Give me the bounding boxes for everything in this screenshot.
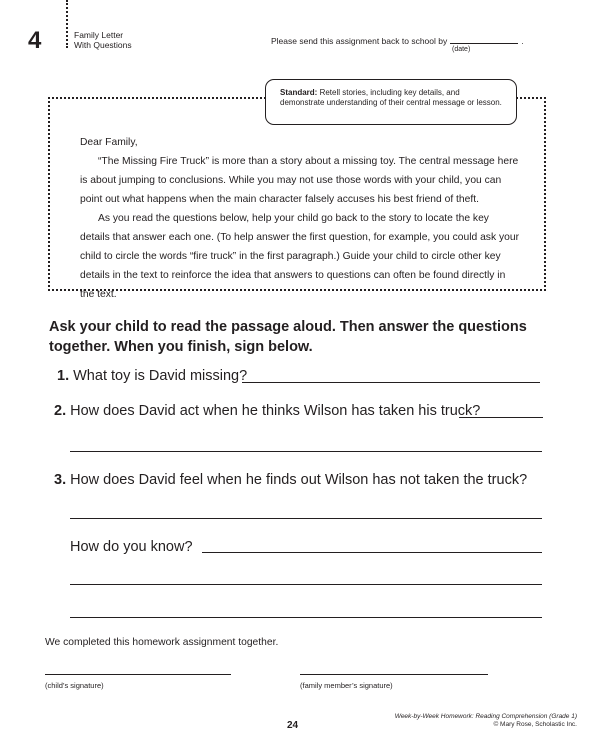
question-2 (54, 403, 480, 419)
credit-line-1: Week-by-Week Homework: Reading Comprehension (Grade 1) (394, 713, 577, 720)
header-divider (66, 0, 68, 48)
family-letter (80, 133, 520, 304)
question-2-text: How does David act when he thinks Wilson has taken his truck? (70, 403, 481, 419)
answer-line-followup[interactable] (202, 552, 542, 553)
question-3 (54, 472, 527, 488)
question-1-text: What toy is David missing? (73, 368, 248, 384)
standard-label: Standard: (280, 88, 318, 97)
question-1-number: 1. (57, 368, 70, 384)
date-label: (date) (452, 46, 471, 53)
answer-line-3b[interactable] (70, 584, 542, 585)
child-signature-label: (child’s signature) (45, 681, 104, 690)
letter-paragraph-2: As you read the questions below, help your child go back to the story to locate the key details that answer each one. (To help answer the first question, for example, you could ask your child to circle the words “fire truck” in the first paragraph.) Guide your child to circle other key details in the text to reinforce the idea that answers to questions can often be found directly in the text. (80, 213, 520, 300)
question-1 (57, 368, 247, 384)
answer-line-1[interactable] (242, 382, 540, 383)
family-signature-line[interactable] (300, 674, 488, 675)
return-date-line (271, 36, 524, 46)
page-number: 24 (287, 720, 299, 731)
answer-line-3a[interactable] (70, 518, 542, 519)
completion-statement: We completed this homework assignment together. (45, 637, 279, 648)
section-title-line1: Family Letter (74, 30, 124, 40)
return-date-blank[interactable] (450, 43, 518, 44)
child-signature-line[interactable] (45, 674, 231, 675)
followup-question: How do you know? (70, 539, 193, 555)
section-number: 4 (28, 27, 42, 54)
question-2-number: 2. (54, 403, 67, 419)
letter-paragraph-1: “The Missing Fire Truck” is more than a story about a missing toy. The central message here is about jumping to conclusions. While you may not use those words with your child, you can point out what happens when the main character falsely accuses his best friend of theft. (80, 156, 519, 205)
question-3-text: How does David feel when he finds out Wilson has not taken the truck? (70, 472, 528, 488)
section-title-line2: With Questions (74, 40, 132, 50)
section-title (74, 30, 132, 50)
return-date-prefix: Please send this assignment back to school by (271, 36, 448, 46)
standard-text: Retell stories, including key details, and demonstrate understanding of their central message or lesson. (280, 88, 502, 107)
credit (392, 713, 577, 729)
return-date-suffix: . (521, 36, 524, 46)
question-3-number: 3. (54, 472, 67, 488)
letter-greeting: Dear Family, (80, 137, 138, 148)
answer-line-2b[interactable] (70, 451, 542, 452)
instructions: Ask your child to read the passage aloud. Then answer the questions together. When you finish, sign below. (49, 319, 527, 355)
family-signature-label: (family member’s signature) (300, 681, 393, 690)
answer-line-2a[interactable] (459, 417, 543, 418)
credit-line-2: © Mary Rose, Scholastic Inc. (493, 721, 577, 728)
standard-box (265, 79, 517, 125)
answer-line-3c[interactable] (70, 617, 542, 618)
